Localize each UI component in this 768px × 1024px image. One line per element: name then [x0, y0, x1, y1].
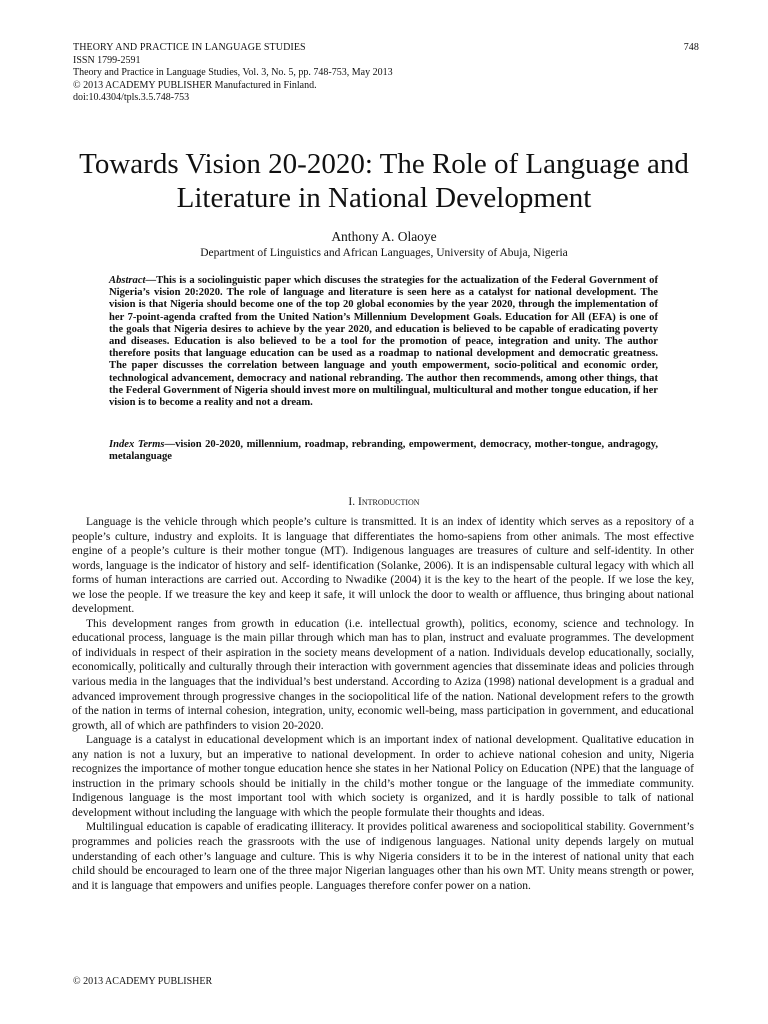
running-header [73, 42, 699, 105]
page-footer: © 2013 ACADEMY PUBLISHER [73, 976, 213, 987]
section-title: Introduction [357, 496, 420, 508]
journal-name: THEORY AND PRACTICE IN LANGUAGE STUDIES [73, 42, 306, 53]
index-terms-text: —vision 20-2020, millennium, roadmap, rebranding, empowerment, democracy, mother-tongue, andragogy, metalanguage [109, 439, 658, 463]
body-text [72, 515, 694, 893]
author-name: Anthony A. Olaoye [331, 229, 437, 244]
section-number: I. [348, 496, 358, 508]
issn: ISSN 1799-2591 [73, 54, 141, 66]
author-affiliation: Department of Linguistics and African Languages, University of Abuja, Nigeria [200, 247, 568, 259]
page-number: 748 [683, 42, 699, 53]
index-terms-label: Index Terms [109, 439, 165, 450]
abstract-text: —This is a sociolinguistic paper which discuses the strategies for the actualization of the Federal Government of Nigeria’s vision 20:2020. The role of language and literature is seen here as a catalyst for national development. The vision is that Nigeria should become one of the top 20 global economies by the year 2020, through the implementation of her 7-point-agenda crafted from the United Nation’s Millennium Development Goals. Education for All (EFA) is one of the goals that Nigeria desires to achieve by the year 2020, and education is believed to be capable of eradicating poverty and diseases. Education is also believed to be a tool for the promotion of peace, integration and unity. The author therefore posits that language education can be used as a roadmap to national development and democratic greatness. The paper discusses the correlation between language and youth empowerment, socio-political and economic order, technological advancement, democracy and national rebranding. The author then recommends, among other things, that the Federal Government of Nigeria should invest more on multilingual, multicultural and mother tongue education, if her vision is to become a reality and not a dream. [109, 275, 658, 409]
paragraph: Language is the vehicle through which people’s culture is transmitted. It is an index of identity which serves as a repository of a people’s culture, industry and exploits. It is language that differentiates the homo-sapiens from other animals. The most effective engine of a people’s culture is their mother tongue (MT). Indigenous languages are treasures of culture and self-identity. In other words, language is the indicator of history and self- identification (Solanke, 2006). It is an indispensable cultural legacy with which all forms of human interactions are carried out. According to Nwadike (2004) it is the key to the heart of the people. If we lose the key, we lose the people. If we treasure the key and keep it safe, it will unlock the door to wealth or affluence, thus bringing about national development. [72, 516, 694, 616]
abstract-label: Abstract [109, 275, 146, 286]
paragraph: Multilingual education is capable of eradicating illiteracy. It provides political awareness and sociopolitical stability. Government’s programmes and policies reach the grassroots with the use of indigenous languages. National unity depends largely on mutual understanding of each other’s language and culture. This is why Nigeria considers it to be in the interest of national unity that each child should be encouraged to learn one of the three major Nigerian languages other than his own MT. Unity means strength or power, and it is language that empowers and unifies people. Languages therefore confer power on a nation. [72, 821, 694, 892]
paper-title: Towards Vision 20-2020: The Role of Language and Literature in National Development [79, 148, 689, 214]
section-heading [0, 495, 768, 509]
paragraph: Language is a catalyst in educational development which is an important index of national development. Qualitative education in any nation is not a luxury, but an imperative to national development. In order to achieve national cohesion and unity, Nigeria recognizes the importance of mother tongue education hence she states in her National Policy on Education (NPE) that the language of instruction in the primary schools should be initially in the child’s mother tongue or the language of the immediate community. Indigenous language is the most important tool with which society is organized, and it is hardly possible to talk of national development without including the language with which the people formulate their thoughts and ideas. [72, 734, 694, 819]
index-terms [109, 439, 658, 463]
paragraph: This development ranges from growth in education (i.e. intellectual growth), politics, economy, science and technology. In educational process, language is the main pillar through which man has to plan, instruct and evaluate programmes. The development of individuals in respect of their aspiration in the society means development of a nation. Individuals develop educationally, socially, economically, politically and culturally through their interaction with government agencies that disseminate ideas and policies through various media in the languages that the individual’s best understand. According to Aziza (1998) national development is a gradual and advanced improvement through progressive changes in the sociopolitical life of the nation. National development refers to the growth of the nation in terms of internal cohesion, integration, unity, economic well-being, mass participation in government, and educational growth, all of which are pathfinders to vision 20-2020. [72, 617, 694, 732]
citation: Theory and Practice in Language Studies, Vol. 3, No. 5, pp. 748-753, May 2013 [73, 67, 393, 79]
doi: doi:10.4304/tpls.3.5.748-753 [73, 92, 190, 104]
header-top-row [73, 42, 699, 55]
abstract [109, 275, 658, 409]
copyright-notice: © 2013 ACADEMY PUBLISHER Manufactured in Finland. [73, 79, 317, 91]
